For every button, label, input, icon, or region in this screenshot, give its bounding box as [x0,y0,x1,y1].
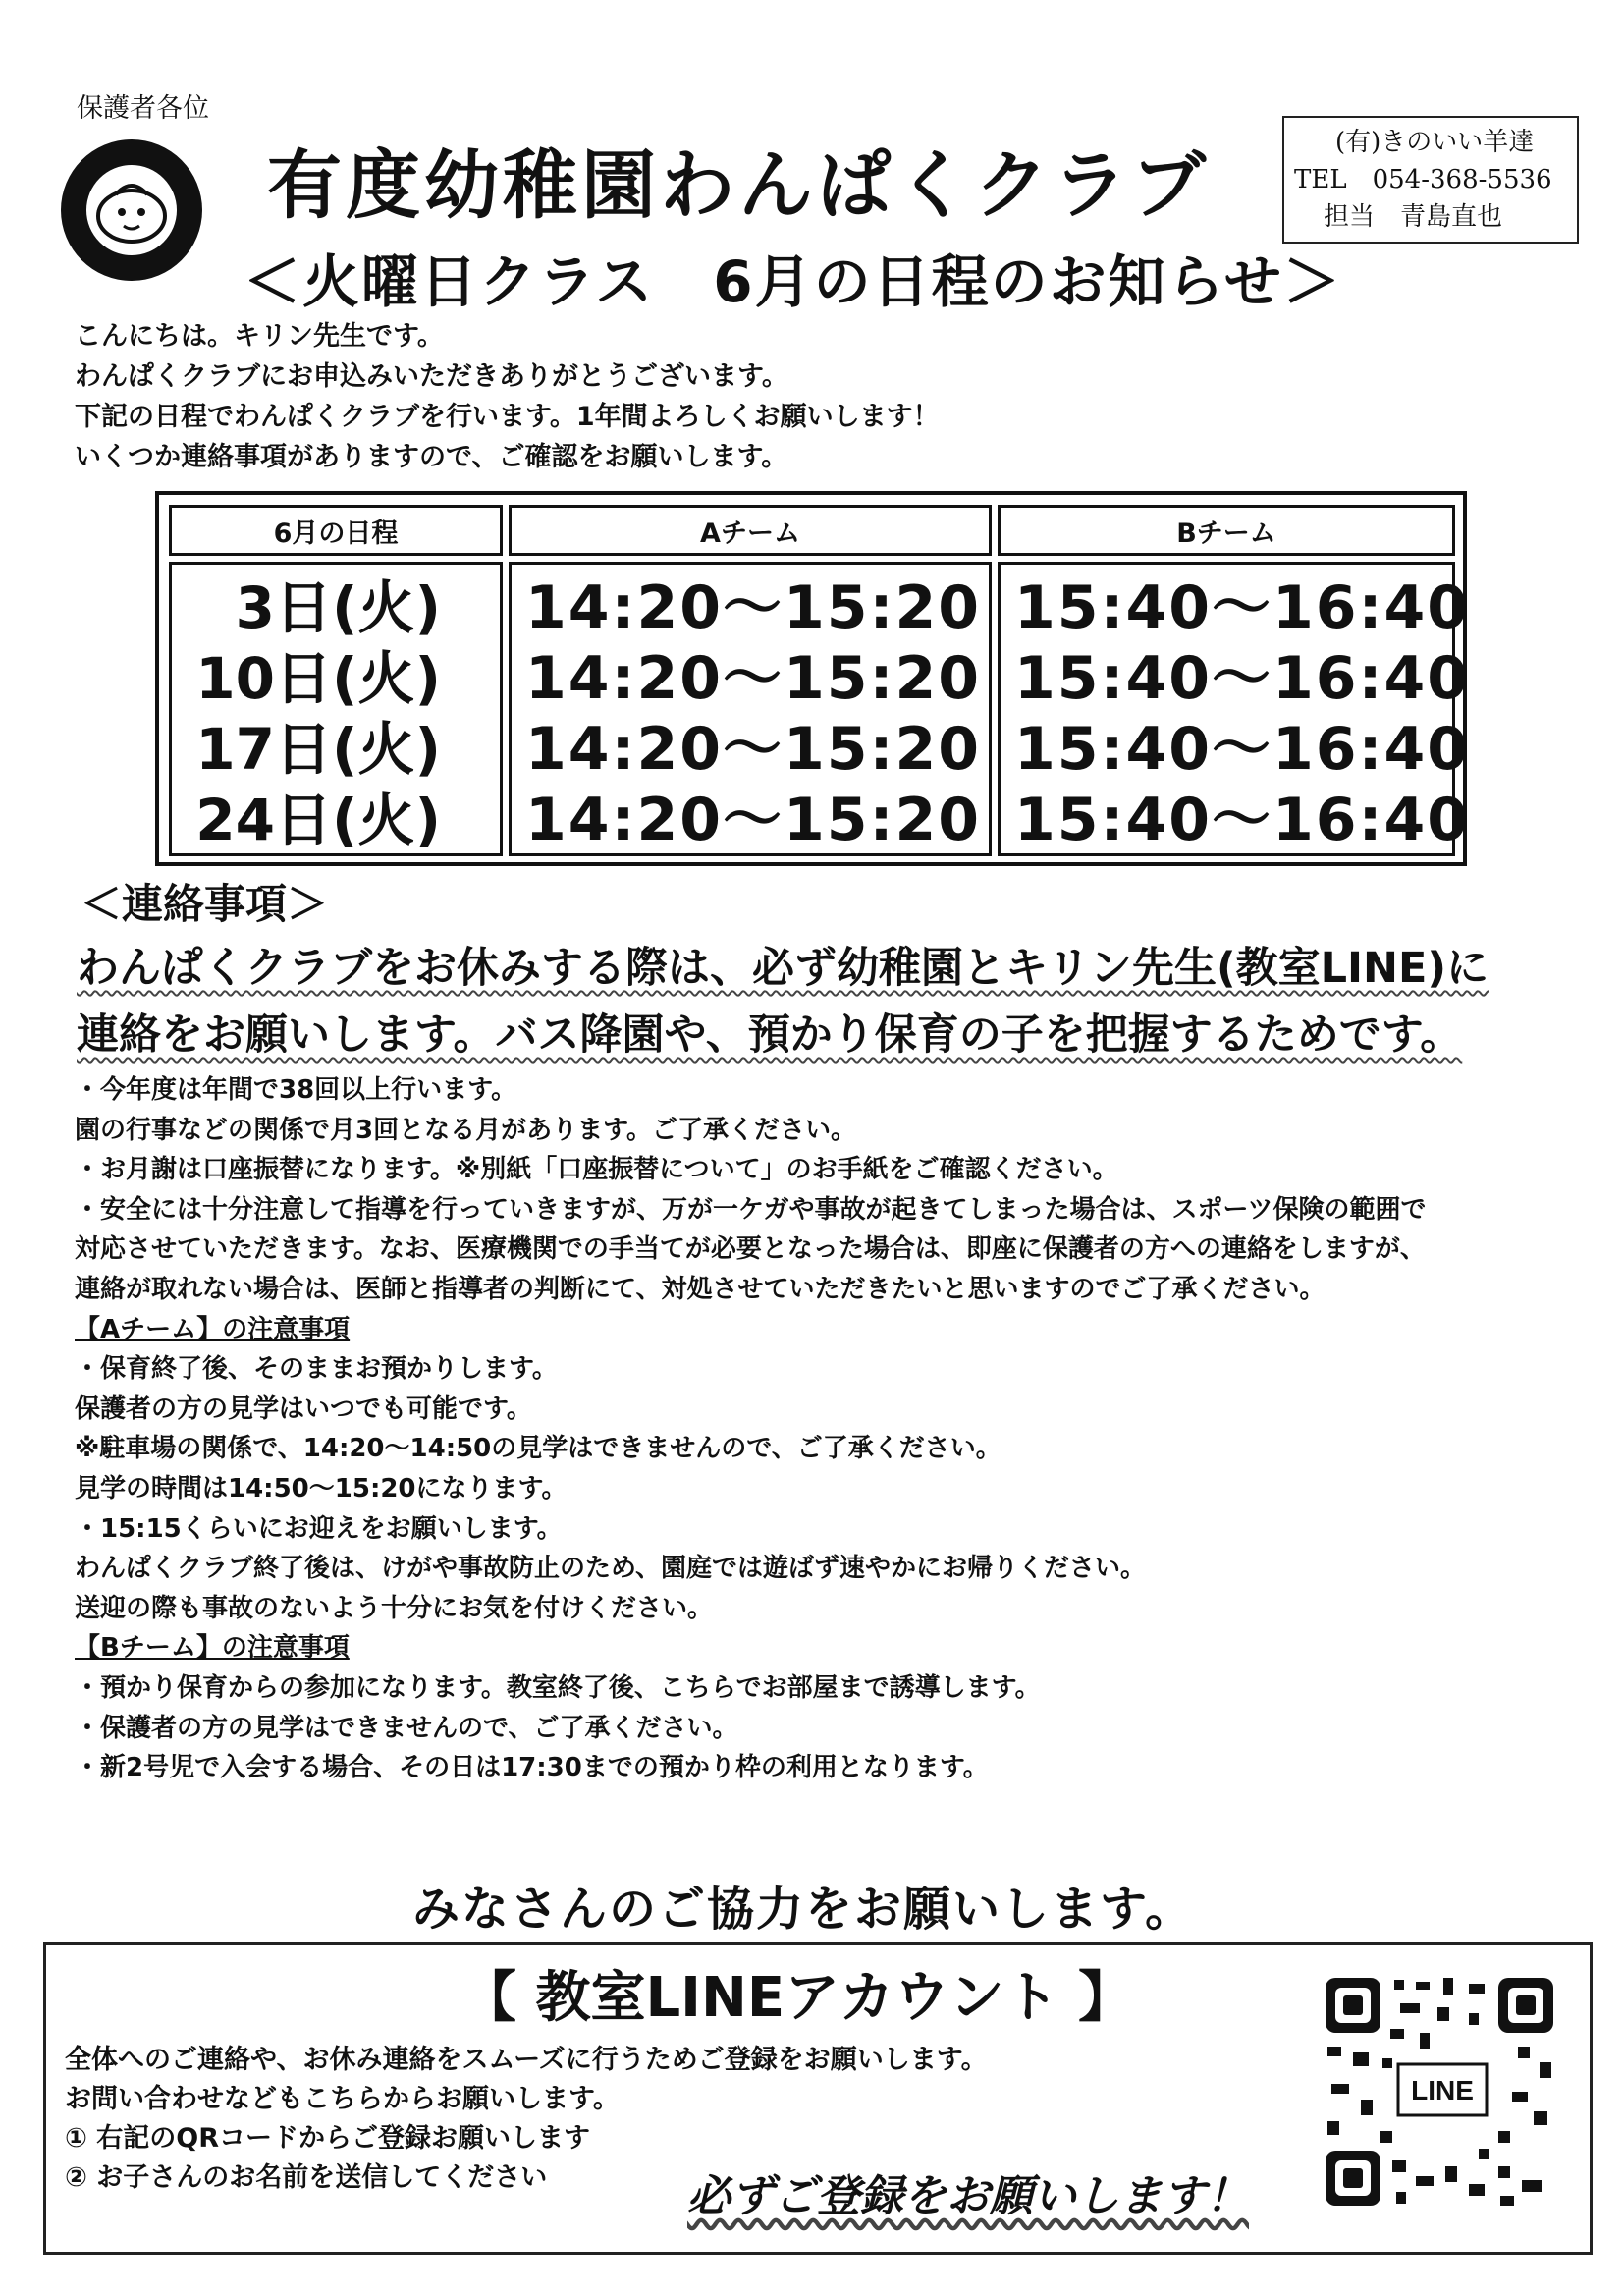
team-a-item: 保護者の方の見学はいつでも可能です。 [75,1394,532,1424]
schedule-header-team-b: Bチーム [998,505,1455,556]
note-line: ・安全には十分注意して指導を行っていきますが、万が一ケガや事故が起きてしまった場合は、スポーツ保険の範囲で [75,1194,1427,1225]
schedule-days [169,562,503,856]
intro-line: 下記の日程でわんぱくクラブを行います。1年間よろしくお願いします！ [75,402,940,432]
team-b-heading: 【Bチーム】の注意事項 [75,1633,350,1664]
emphasis-text [77,935,1489,1068]
intro-line: こんにちは。キリン先生です。 [75,321,444,352]
team-a-heading: 【Aチーム】の注意事項 [75,1314,351,1344]
team-a-item: わんぱくクラブ終了後は、けがや事故防止のため、園庭では遊ばず速やかにお帰りください。 [75,1554,1146,1584]
team-a-item: 送迎の際も事故のないよう十分にお気を付けください。 [75,1593,714,1623]
team-a-item: ・保育終了後、そのままお預かりします。 [75,1354,558,1385]
line-account-line: ① 右記のQRコードからご登録お願いします [65,2123,591,2154]
qr-code-icon[interactable] [1322,1974,1557,2210]
schedule-team-b-times [998,562,1470,856]
line-account-line: ② お子さんのお名前を送信してください [65,2162,548,2193]
schedule-time-b: 15:40〜16:40 [1014,715,1470,784]
note-line: ・お月謝は口座振替になります。※別紙「口座振替について」のお手紙をご確認ください。 [75,1155,1118,1185]
notices-heading: ＜連絡事項＞ [81,880,329,928]
line-account-title: 【 教室LINEアカウント 】 [461,1966,1134,2030]
schedule-time-b: 15:40〜16:40 [1014,644,1470,713]
schedule-header-date: 6月の日程 [169,505,503,556]
emphasis-line: わんぱくクラブをお休みする際は、必ず幼稚園とキリン先生(教室LINE)に [77,944,1489,993]
contact-company: (有)きのいい羊達 [1335,128,1535,157]
schedule-time-b: 15:40〜16:40 [1014,574,1470,642]
contact-person: 担当 青島直也 [1324,202,1503,232]
schedule-day: 10日(火) [195,645,441,712]
schedule-time-a: 14:20〜15:20 [525,644,981,713]
schedule-day: 17日(火) [195,716,441,783]
schedule-time-a: 14:20〜15:20 [525,786,981,854]
team-a-item: 見学の時間は14:50〜15:20になります。 [75,1473,568,1503]
note-line: 連絡が取れない場合は、医師と指導者の判断にて、対処させていただきたいと思いますのでご了承ください。 [75,1274,1326,1304]
team-b-item: ・保護者の方の見学はできませんので、ご了承ください。 [75,1713,738,1743]
team-b-item: ・新2号児で入会する場合、その日は17:30までの預かり枠の利用となります。 [75,1753,989,1783]
schedule-time-a: 14:20〜15:20 [525,574,981,642]
note-line: 対応させていただきます。なお、医療機関での手当てが必要となった場合は、即座に保護者の方への連絡をしますが、 [75,1234,1426,1265]
schedule-table [155,491,1470,866]
line-account-line: 全体へのご連絡や、お休み連絡をスムーズに行うためご登録をお願いします。 [65,2045,988,2075]
team-a-item: ・15:15くらいにお迎えをお願いします。 [75,1513,563,1544]
logo-sheep-icon [57,136,206,285]
must-register-text: 必ずご登録をお願いします！ [687,2171,1249,2221]
addressee: 保護者各位 [77,93,209,124]
note-line: ・今年度は年間で38回以上行います。 [75,1075,517,1105]
page-subtitle: ＜火曜日クラス 6月の日程のお知らせ＞ [244,248,1342,315]
intro-text [75,316,940,477]
contact-box [1282,116,1579,244]
notes-list [75,1070,1426,1788]
line-account-line: お問い合わせなどもこちらからお願いします。 [65,2084,620,2114]
page-title: 有度幼稚園わんぱくクラブ [267,141,1210,229]
contact-tel: TEL 054-368-5536 [1294,165,1552,194]
schedule-time-b: 15:40〜16:40 [1014,786,1470,854]
team-a-item: ※駐車場の関係で、14:20〜14:50の見学はできませんので、ご了承ください。 [75,1434,1001,1464]
emphasis-line: 連絡をお願いします。バス降園や、預かり保育の子を把握するためです。 [77,1011,1463,1060]
schedule-header-team-a: Aチーム [509,505,992,556]
qr-line-label: LINE [1411,2075,1474,2105]
intro-line: いくつか連絡事項がありますので、ご確認をお願いします。 [75,442,788,472]
intro-line: わんぱくクラブにお申込みいただきありがとうございます。 [75,361,788,392]
schedule-time-a: 14:20〜15:20 [525,715,981,784]
closing-text: みなさんのご協力をお願いします。 [412,1882,1195,1937]
team-b-item: ・預かり保育からの参加になります。教室終了後、こちらでお部屋まで誘導します。 [75,1672,1041,1703]
schedule-day: 3日(火) [235,574,441,641]
note-line: 園の行事などの関係で月3回となる月があります。ご了承ください。 [75,1115,857,1145]
schedule-day: 24日(火) [195,787,441,853]
schedule-team-a-times [509,562,992,856]
